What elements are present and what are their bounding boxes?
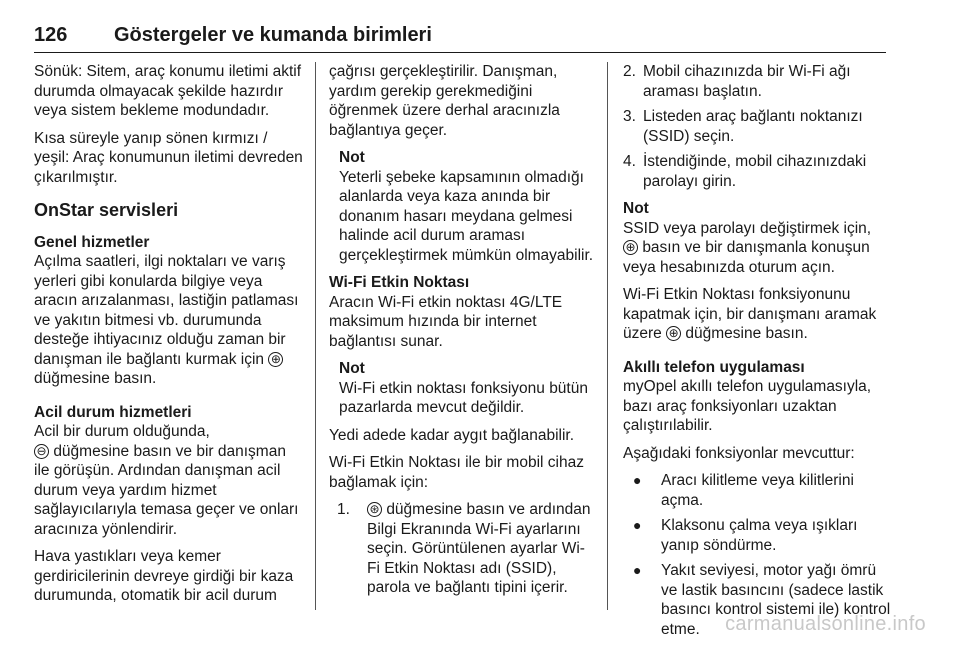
bullet-icon: ●	[633, 517, 642, 533]
note-box	[623, 199, 891, 277]
subsection-heading: Acil durum hizmetleri	[34, 403, 192, 421]
note-heading: Not	[339, 360, 365, 377]
paragraph: Wi-Fi Etkin Noktası fonksiyonunu kapatmak için, bir danışmanı aramak üzere ⊕ düğmesine basın.	[623, 286, 877, 342]
note-box	[339, 148, 594, 265]
column-divider	[607, 62, 608, 610]
bullet-icon: ●	[633, 472, 642, 488]
paragraph: Aracın Wi-Fi etkin noktası 4G/LTE maksimum hızında bir internet bağlantısı sunar.	[329, 293, 563, 350]
column-2	[329, 62, 594, 606]
paragraph: Acil bir durum olduğunda, ⊖ düğmesine basın ve bir danışman ile görüşün. Ardından danışman acil durum veya yardım hizmet sağlayıcılarıyla temasa geçer ve onları aracınıza yönlendirir.	[34, 423, 299, 538]
column-1	[34, 62, 304, 614]
list-item: 3. Listeden araç bağlantı noktanızı (SSID) seçin.	[623, 108, 863, 145]
section-heading: OnStar servisleri	[34, 200, 179, 220]
paragraph: Wi-Fi Etkin Noktası ile bir mobil cihaz bağlamak için:	[329, 454, 584, 491]
subsection-heading: Akıllı telefon uygulaması	[623, 358, 805, 376]
note-box	[339, 359, 594, 418]
column-3	[623, 62, 891, 647]
list-item: ● Yakıt seviyesi, motor yağı ömrü ve lastik basıncını (sadece lastik basıncı kontrol sistemi ile) kontrol etme.	[633, 562, 891, 638]
steps-list	[623, 62, 891, 191]
steps-list	[329, 500, 594, 598]
paragraph: Açılma saatleri, ilgi noktaları ve varış yerleri gibi konularda bilgiye veya aracın arızalanması, lastiğin patlaması ve yakıtın bitmesi vb. durumunda desteğe ihtiyacınız olduğu zaman bir danışman ile bağlantı kurmak için ⊕ düğmesine basın.	[34, 253, 299, 387]
onstar-icon: ⊕	[623, 240, 638, 255]
page-header	[34, 22, 886, 53]
paragraph: Hava yastıkları veya kemer gerdiricilerinin devreye girdiği bir kaza durumunda, otomatik bir acil durum	[34, 548, 294, 604]
note-text: Yeterli şebeke kapsamının olmadığı alanlarda veya kaza anında bir donanım hasarı meydana gelmesi halinde acil durum araması gerçekleştirmek mümkün olmayabilir.	[339, 168, 594, 264]
subsection-heading: Wi-Fi Etkin Noktası	[329, 274, 470, 291]
subsection-heading: Genel hizmetler	[34, 233, 150, 251]
paragraph: Yedi adede kadar aygıt bağlanabilir.	[329, 426, 575, 444]
column-divider	[315, 62, 316, 610]
list-item: ● Aracı kilitleme veya kilitlerini açma.	[633, 472, 854, 509]
list-item: ● Klaksonu çalma veya ışıkları yanıp söndürme.	[633, 517, 858, 554]
paragraph: myOpel akıllı telefon uygulamasıyla, bazı araç fonksiyonları uzaktan çalıştırılabilir.	[623, 378, 872, 434]
paragraph: çağrısı gerçekleştirilir. Danışman, yardım gerekip gerekmediğini öğrenmek üzere derhal aracınızla bağlantıya geçer.	[329, 63, 560, 139]
service-icon: ⊛	[367, 502, 382, 517]
sos-icon: ⊖	[34, 444, 49, 459]
paragraph: Sönük: Sitem, araç konumu iletimi aktif durumda olmayacak şekilde hazırdır veya sistem bekleme modundadır.	[34, 63, 302, 119]
list-item: 4. İstendiğinde, mobil cihazınızdaki parolayı girin.	[623, 153, 867, 190]
note-heading: Not	[339, 149, 365, 166]
note-text: Wi-Fi etkin noktası fonksiyonu bütün pazarlarda mevcut değildir.	[339, 379, 588, 416]
watermark: carmanualsonline.info	[725, 613, 926, 635]
note-text: SSID veya parolayı değiştirmek için, ⊕ basın ve bir danışmanla konuşun veya hesabınızda oturum açın.	[623, 219, 872, 276]
paragraph: Kısa süreyle yanıp sönen kırmızı / yeşil: Araç konumunun iletimi devreden çıkarılmıştır.	[34, 129, 303, 186]
list-item: 2. Mobil cihazınızda bir Wi-Fi ağı araması başlatın.	[623, 63, 851, 100]
page-number: 126	[34, 24, 68, 46]
bullet-icon: ●	[633, 562, 642, 578]
onstar-icon: ⊕	[268, 352, 283, 367]
list-item: 1. ⊛ düğmesine basın ve ardından Bilgi Ekranında Wi-Fi ayarlarını seçin. Görüntülenen ayarlar Wi-Fi Etkin Noktası adı (SSID), parola ve bağlantı tipini içerir.	[337, 501, 591, 596]
onstar-icon: ⊕	[666, 326, 681, 341]
note-heading: Not	[623, 200, 649, 217]
paragraph: Aşağıdaki fonksiyonlar mevcuttur:	[623, 444, 855, 462]
page-title: Göstergeler ve kumanda birimleri	[114, 24, 432, 46]
